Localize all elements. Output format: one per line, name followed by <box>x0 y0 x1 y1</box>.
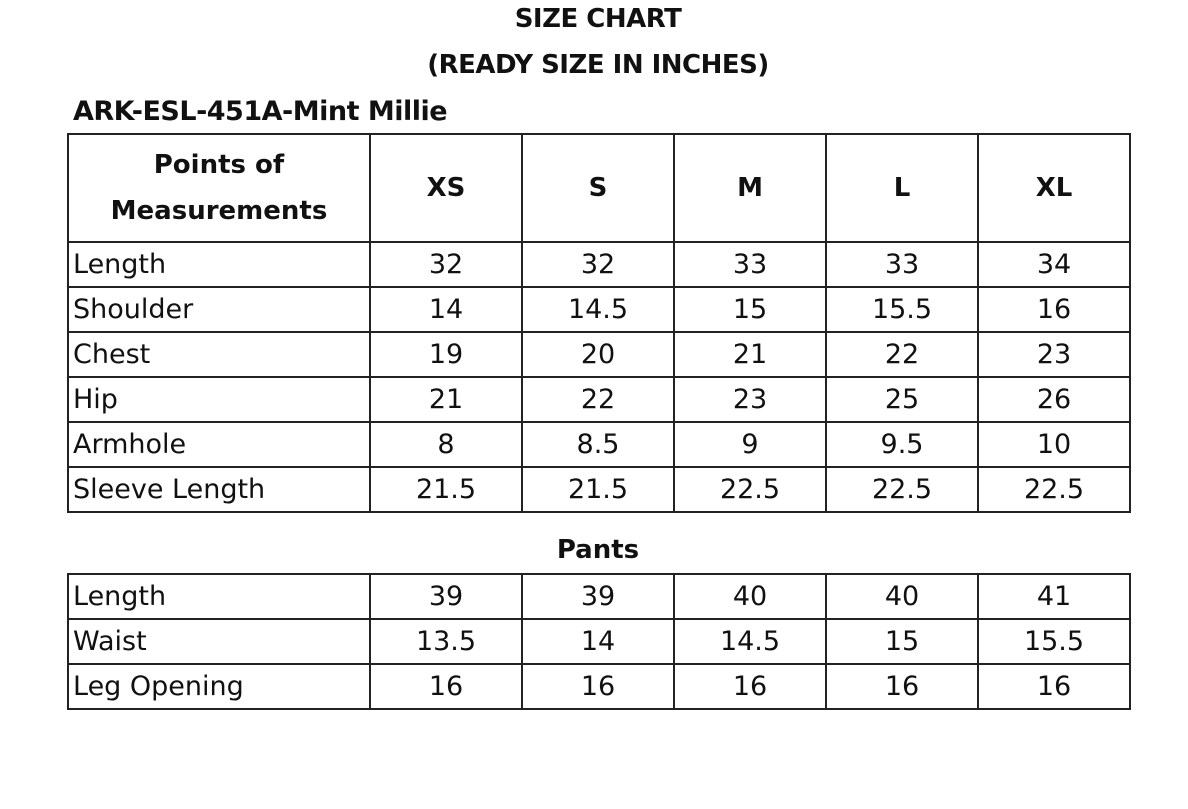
product-code: ARK-ESL-451A-Mint Millie <box>73 96 448 127</box>
table-cell: 15.5 <box>978 619 1130 664</box>
row-label: Length <box>68 574 370 619</box>
header-line-1: Points of <box>153 150 285 180</box>
table-cell: 22 <box>522 377 674 422</box>
table-cell: 10 <box>978 422 1130 467</box>
table-cell: 16 <box>370 664 522 709</box>
table-row <box>68 422 1130 467</box>
table-cell: 32 <box>370 242 522 287</box>
points-of-measurement-header <box>68 134 370 242</box>
table-cell: 14 <box>522 619 674 664</box>
table-cell: 13.5 <box>370 619 522 664</box>
table-cell: 14.5 <box>674 619 826 664</box>
size-header-xs: XS <box>370 134 522 242</box>
table-cell: 21.5 <box>522 467 674 512</box>
pants-section-title: Pants <box>556 535 640 565</box>
row-label: Shoulder <box>68 287 370 332</box>
table-cell: 21 <box>674 332 826 377</box>
table-cell: 33 <box>674 242 826 287</box>
table-cell: 19 <box>370 332 522 377</box>
header-row <box>68 134 1130 242</box>
table-cell: 16 <box>674 664 826 709</box>
size-header-s: S <box>522 134 674 242</box>
row-label: Length <box>68 242 370 287</box>
table-row <box>68 242 1130 287</box>
table-row <box>68 287 1130 332</box>
table-cell: 15 <box>674 287 826 332</box>
table-cell: 9 <box>674 422 826 467</box>
table-cell: 14 <box>370 287 522 332</box>
table-cell: 22 <box>826 332 978 377</box>
pants-table <box>67 573 1131 710</box>
table-cell: 16 <box>978 664 1130 709</box>
size-header-xl: XL <box>978 134 1130 242</box>
table-cell: 21.5 <box>370 467 522 512</box>
chart-title: SIZE CHART <box>514 4 682 34</box>
table-row <box>68 377 1130 422</box>
table-cell: 23 <box>674 377 826 422</box>
row-label: Sleeve Length <box>68 467 370 512</box>
table-row <box>68 467 1130 512</box>
size-header-l: L <box>826 134 978 242</box>
header-line-2: Measurements <box>110 196 328 226</box>
size-header-m: M <box>674 134 826 242</box>
table-cell: 15.5 <box>826 287 978 332</box>
table-cell: 15 <box>826 619 978 664</box>
table-cell: 32 <box>522 242 674 287</box>
table-cell: 39 <box>522 574 674 619</box>
table-row <box>68 574 1130 619</box>
table-cell: 14.5 <box>522 287 674 332</box>
table-cell: 9.5 <box>826 422 978 467</box>
table-row <box>68 664 1130 709</box>
table-cell: 22.5 <box>674 467 826 512</box>
row-label: Hip <box>68 377 370 422</box>
table-row <box>68 332 1130 377</box>
table-cell: 34 <box>978 242 1130 287</box>
row-label: Waist <box>68 619 370 664</box>
table-cell: 33 <box>826 242 978 287</box>
row-label: Armhole <box>68 422 370 467</box>
table-cell: 40 <box>674 574 826 619</box>
table-cell: 8.5 <box>522 422 674 467</box>
table-cell: 8 <box>370 422 522 467</box>
table-cell: 22.5 <box>826 467 978 512</box>
table-cell: 23 <box>978 332 1130 377</box>
table-row <box>68 619 1130 664</box>
table-cell: 26 <box>978 377 1130 422</box>
table-cell: 16 <box>826 664 978 709</box>
row-label: Leg Opening <box>68 664 370 709</box>
table-cell: 20 <box>522 332 674 377</box>
row-label: Chest <box>68 332 370 377</box>
table-cell: 16 <box>522 664 674 709</box>
table-cell: 25 <box>826 377 978 422</box>
table-cell: 41 <box>978 574 1130 619</box>
table-cell: 39 <box>370 574 522 619</box>
table-cell: 16 <box>978 287 1130 332</box>
table-cell: 22.5 <box>978 467 1130 512</box>
table-cell: 40 <box>826 574 978 619</box>
chart-subtitle: (READY SIZE IN INCHES) <box>427 50 769 80</box>
table-cell: 21 <box>370 377 522 422</box>
size-table <box>67 133 1131 513</box>
